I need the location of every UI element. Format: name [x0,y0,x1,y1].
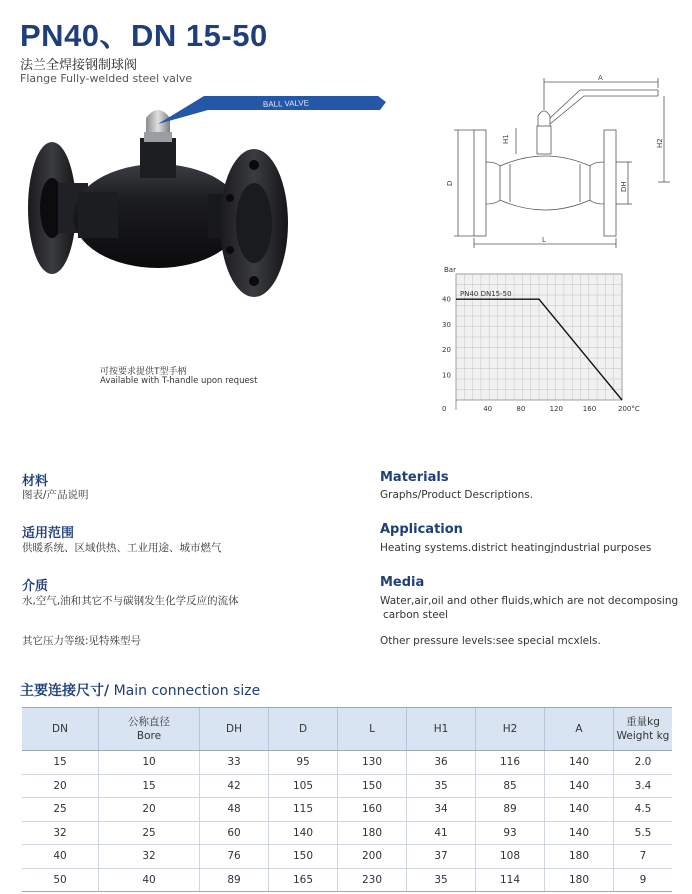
table-cell: 7 [614,845,673,869]
table-cell: 32 [22,821,99,845]
table-cell: 140 [545,774,614,798]
table-cell: 140 [545,798,614,822]
table-cell: 85 [476,774,545,798]
other-pressure-en: Other pressure levels:see special mcxlels. [380,635,601,647]
x-tick-label: 40 [483,405,493,413]
table-cell: 15 [22,751,99,775]
table-cell: 40 [22,845,99,869]
table-cell: 35 [407,868,476,892]
y-tick-label: 10 [442,371,451,380]
label-DH: DH [620,181,628,192]
col-a: A [545,708,614,751]
note-cn: 可按要求提供T型手柄 [100,367,187,377]
section-heading-en-materials: Materials [380,470,449,485]
col-h1: H1 [407,708,476,751]
table-cell: 20 [99,798,200,822]
other-pressure-cn: 其它压力等级:见特殊型号 [22,635,142,647]
table-cell: 116 [476,751,545,775]
table-cell: 108 [476,845,545,869]
col-l: L [338,708,407,751]
section-text-cn-materials: 图表/产品说明 [22,489,89,501]
y-tick-label: 40 [442,295,451,304]
table-row [22,751,672,775]
table-cell: 115 [269,798,338,822]
table-cell: 140 [269,821,338,845]
section-heading-en-application: Application [380,522,463,537]
handle-text: BALL VALVE [262,98,310,109]
subtitle-en: Flange Fully-welded steel valve [20,72,193,85]
table-cell: 20 [22,774,99,798]
col-bore-cn: 公称直径 [128,716,170,728]
table-cell: 32 [99,845,200,869]
label-H2: H2 [656,138,664,148]
table-row [22,798,672,822]
table-cell: 25 [99,821,200,845]
table-cell: 9 [614,868,673,892]
table-cell: 114 [476,868,545,892]
page-title: PN40、DN 15-50 [20,18,268,53]
label-L: L [542,236,546,244]
table-header-row [22,708,672,751]
connection-size-table [22,707,672,892]
x-tick-label: 160 [582,405,597,413]
table-cell: 93 [476,821,545,845]
table-cell: 3.4 [614,774,673,798]
series-label: PN40 DN15-50 [460,290,512,299]
table-cell: 95 [269,751,338,775]
table-cell: 34 [407,798,476,822]
x-tick-label: 120 [549,405,563,413]
col-bore [99,708,200,751]
col-weight-en: Weight kg [616,730,670,742]
table-row [22,845,672,869]
table-cell: 130 [338,751,407,775]
col-weight-cn: 重量kg [626,716,660,728]
table-cell: 35 [407,774,476,798]
table-cell: 48 [200,798,269,822]
section-text-en-media-2: carbon steel [383,609,449,621]
col-dn: DN [22,708,99,751]
section-text-en-application: Heating systems.district heatingjndustrial purposes [380,542,652,554]
col-d: D [269,708,338,751]
label-D: D [446,180,454,186]
pressure-temperature-chart [436,262,656,418]
table-row [22,821,672,845]
table-cell: 180 [545,868,614,892]
section-text-cn-media: 水,空气,油和其它不与碳钢发生化学反应的流体 [22,595,239,607]
table-cell: 150 [338,774,407,798]
table-cell: 10 [99,751,200,775]
table-row [22,774,672,798]
table-cell: 230 [338,868,407,892]
table-cell: 2.0 [614,751,673,775]
table-cell: 37 [407,845,476,869]
table-cell: 180 [338,821,407,845]
table-cell: 160 [338,798,407,822]
table-cell: 76 [200,845,269,869]
y-tick-label: 30 [442,320,451,329]
section-heading-cn-application: 适用范围 [22,526,75,541]
col-h2: H2 [476,708,545,751]
table-cell: 89 [476,798,545,822]
note-en: Available with T-handle upon request [100,376,258,386]
col-weight [614,708,673,751]
x-tick-label: 80 [516,405,526,413]
section-text-en-media: Water,air,oil and other fluids,which are not decomposing [380,595,679,607]
origin-label: 0 [442,405,447,413]
table-cell: 89 [200,868,269,892]
section-heading-cn-materials: 材料 [22,474,49,489]
table-title-cn: 主要连接尺寸/ [20,683,110,699]
valve-photo [18,88,398,358]
subtitle-cn: 法兰全焊接钢制球阀 [20,58,138,73]
y-tick-label: 20 [442,346,451,355]
table-cell: 40 [99,868,200,892]
table-cell: 150 [269,845,338,869]
table-cell: 42 [200,774,269,798]
x-tick-label: 200°C [618,405,640,413]
table-cell: 60 [200,821,269,845]
table-row [22,868,672,892]
col-dh: DH [200,708,269,751]
section-text-cn-application: 供暖系统、区域供热、工业用途、城市燃气 [22,542,222,554]
label-H1: H1 [502,134,510,144]
table-cell: 36 [407,751,476,775]
table-cell: 165 [269,868,338,892]
table-cell: 180 [545,845,614,869]
table-cell: 50 [22,868,99,892]
table-cell: 33 [200,751,269,775]
dimension-drawing [440,70,670,250]
table-cell: 140 [545,821,614,845]
table-cell: 4.5 [614,798,673,822]
y-axis-label: Bar [444,266,456,274]
table-cell: 105 [269,774,338,798]
table-cell: 200 [338,845,407,869]
section-text-en-materials: Graphs/Product Descriptions. [380,489,534,501]
table-cell: 41 [407,821,476,845]
section-heading-en-media: Media [380,575,425,590]
label-A: A [598,74,603,82]
table-cell: 25 [22,798,99,822]
table-cell: 5.5 [614,821,673,845]
table-cell: 140 [545,751,614,775]
table-title-en: Main connection size [109,683,261,699]
table-cell: 15 [99,774,200,798]
table-title [20,680,260,700]
col-bore-en: Bore [136,730,162,742]
section-heading-cn-media: 介质 [22,579,49,594]
